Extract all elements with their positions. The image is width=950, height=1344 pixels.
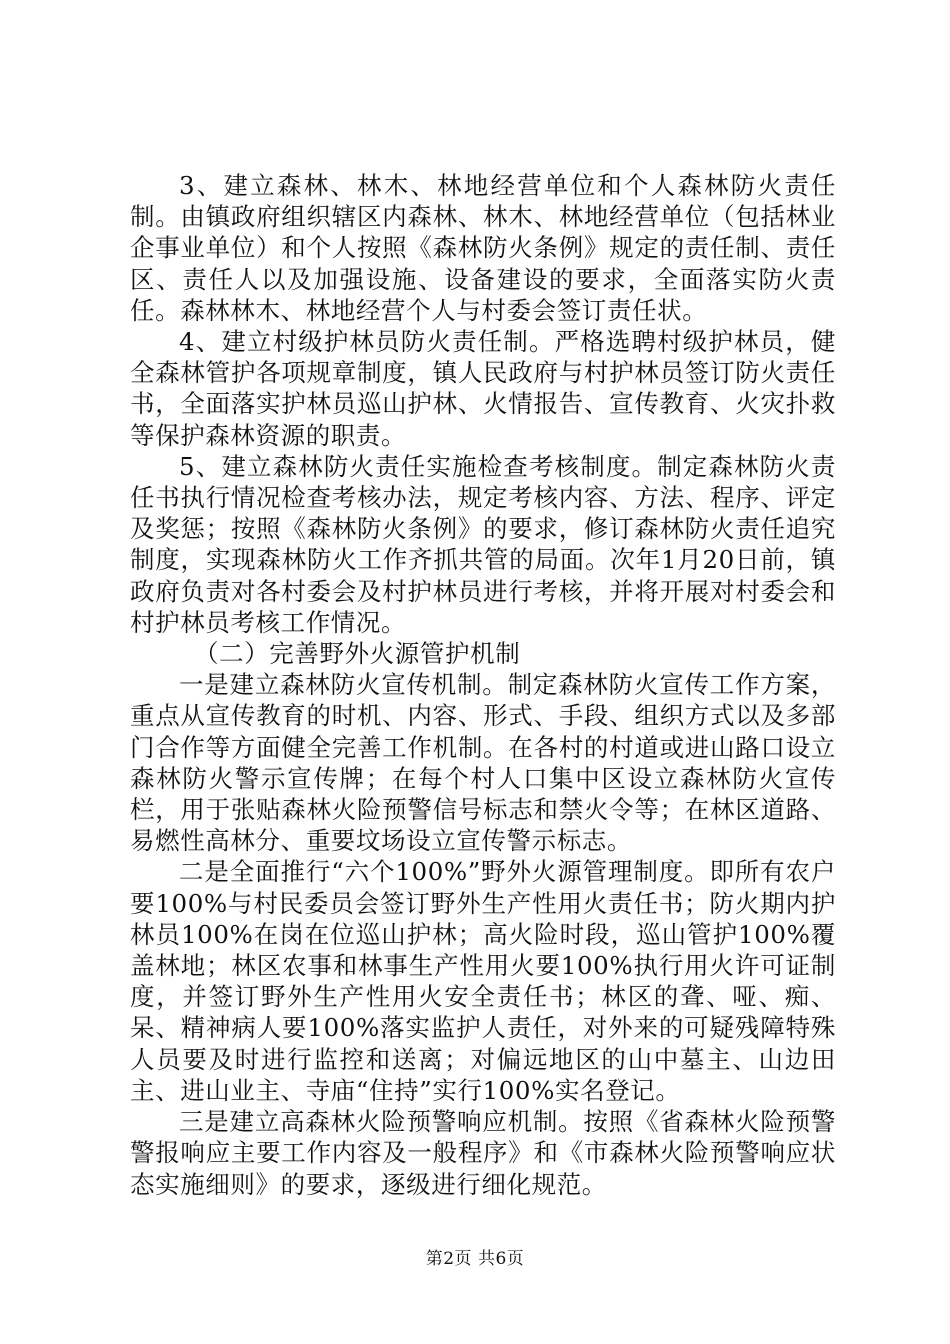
paragraph-warning-response: 三是建立高森林火险预警响应机制。按照《省森林火险预警警报响应主要工作内容及一般程序》和《市森林火险预警响应状态实施细则》的要求，逐级进行细化规范。 <box>130 1107 836 1199</box>
paragraph-3-responsibility-system: 3、建立森林、林木、林地经营单位和个人森林防火责任制。由镇政府组织辖区内森林、林木、林地经营单位（包括林业企事业单位）和个人按照《森林防火条例》规定的责任制、责任区、责任人以及加强设施、设备建设的要求，全面落实防火责任。森林林木、林地经营个人与村委会签订责任状。 <box>130 171 836 325</box>
page-footer: 第2页 共6页 <box>425 1249 525 1269</box>
paragraph-5-inspection-system: 5、建立森林防火责任实施检查考核制度。制定森林防火责任书执行情况检查考核办法，规定考核内容、方法、程序、评定及奖惩；按照《森林防火条例》的要求，修订森林防火责任追究制度，实现森林防火工作齐抓共管的局面。次年1月20日前，镇政府负责对各村委会及村护林员进行考核，并将开展对村委会和村护林员考核工作情况。 <box>130 451 836 637</box>
paragraph-six-100-percent: 二是全面推行“六个100%”野外火源管理制度。即所有农户要100%与村民委员会签订野外生产性用火责任书；防火期内护林员100%在岗在位巡山护林；高火险时段，巡山管护100%覆盖林地；林区农事和林事生产性用火要100%执行用火许可证制度，并签订野外生产性用火安全责任书；林区的聋、哑、痴、呆、精神病人要100%落实监护人责任，对外来的可疑残障特殊人员要及时进行监控和送离；对偏远地区的山中墓主、山边田主、进山业主、寺庙“住持”实行100%实名登记。 <box>130 857 836 1105</box>
section-heading-2: （二）完善野外火源管护机制 <box>194 639 521 669</box>
paragraph-publicity-mechanism: 一是建立森林防火宣传机制。制定森林防火宣传工作方案，重点从宣传教育的时机、内容、形式、手段、组织方式以及多部门合作等方面健全完善工作机制。在各村的村道或进山路口设立森林防火警示宣传牌；在每个村人口集中区设立森林防火宣传栏，用于张贴森林火险预警信号标志和禁火令等；在林区道路、易燃性高林分、重要坟场设立宣传警示标志。 <box>130 670 836 856</box>
paragraph-4-village-ranger-system: 4、建立村级护林员防火责任制。严格选聘村级护林员，健全森林管护各项规章制度，镇人民政府与村护林员签订防火责任书，全面落实护林员巡山护林、火情报告、宣传教育、火灾扑救等保护森林资源的职责。 <box>130 327 836 450</box>
document-body <box>130 170 836 1200</box>
